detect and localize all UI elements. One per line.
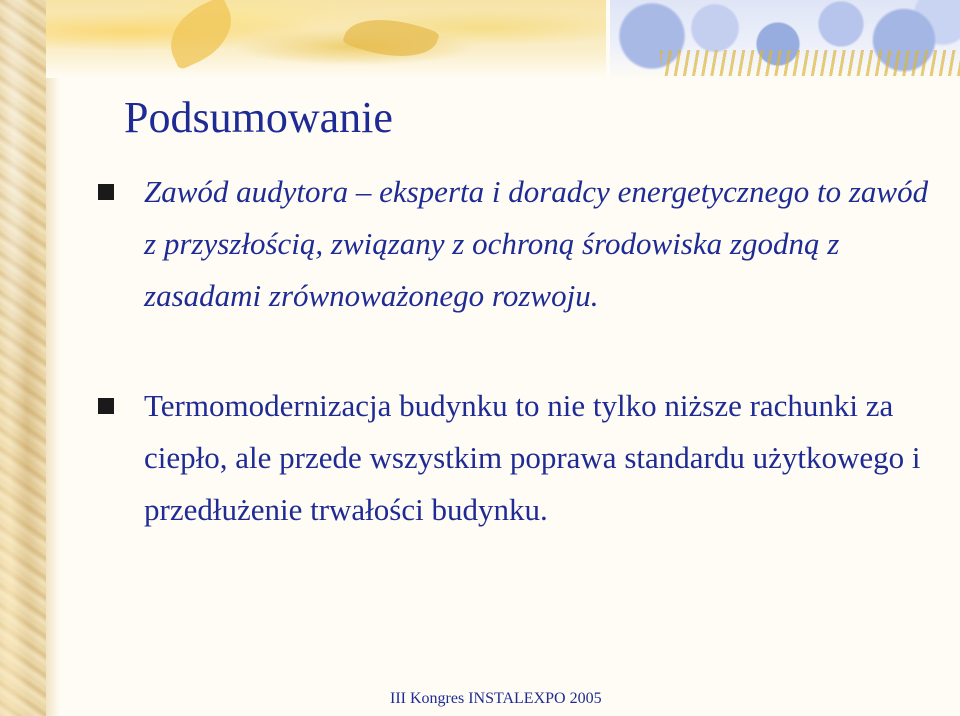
- bullet-item-1: Zawód audytora – eksperta i doradcy energetycznego to zawód z przyszłością, związany z ochroną środowiska zgodną z zasadami zrównoważonego rozwoju.: [144, 174, 929, 313]
- left-strip-fade: [46, 0, 60, 716]
- banner-leaves-image: [46, 0, 606, 78]
- slide-footer: III Kongres INSTALEXPO 2005: [390, 690, 602, 707]
- bullet-square-icon: [98, 398, 114, 414]
- slide-title: Podsumowanie: [124, 93, 393, 142]
- bullet-item-2: Termomodernizacja budynku to nie tylko niższe rachunki za ciepło, ale przede wszystkim poprawa standardu użytkowego i przedłużenie trwałości budynku.: [144, 388, 921, 527]
- bullet-square-icon: [98, 184, 114, 200]
- banner-sprigs-image: [660, 50, 960, 76]
- top-decorative-banner: [0, 0, 960, 80]
- left-decorative-strip: [0, 0, 46, 716]
